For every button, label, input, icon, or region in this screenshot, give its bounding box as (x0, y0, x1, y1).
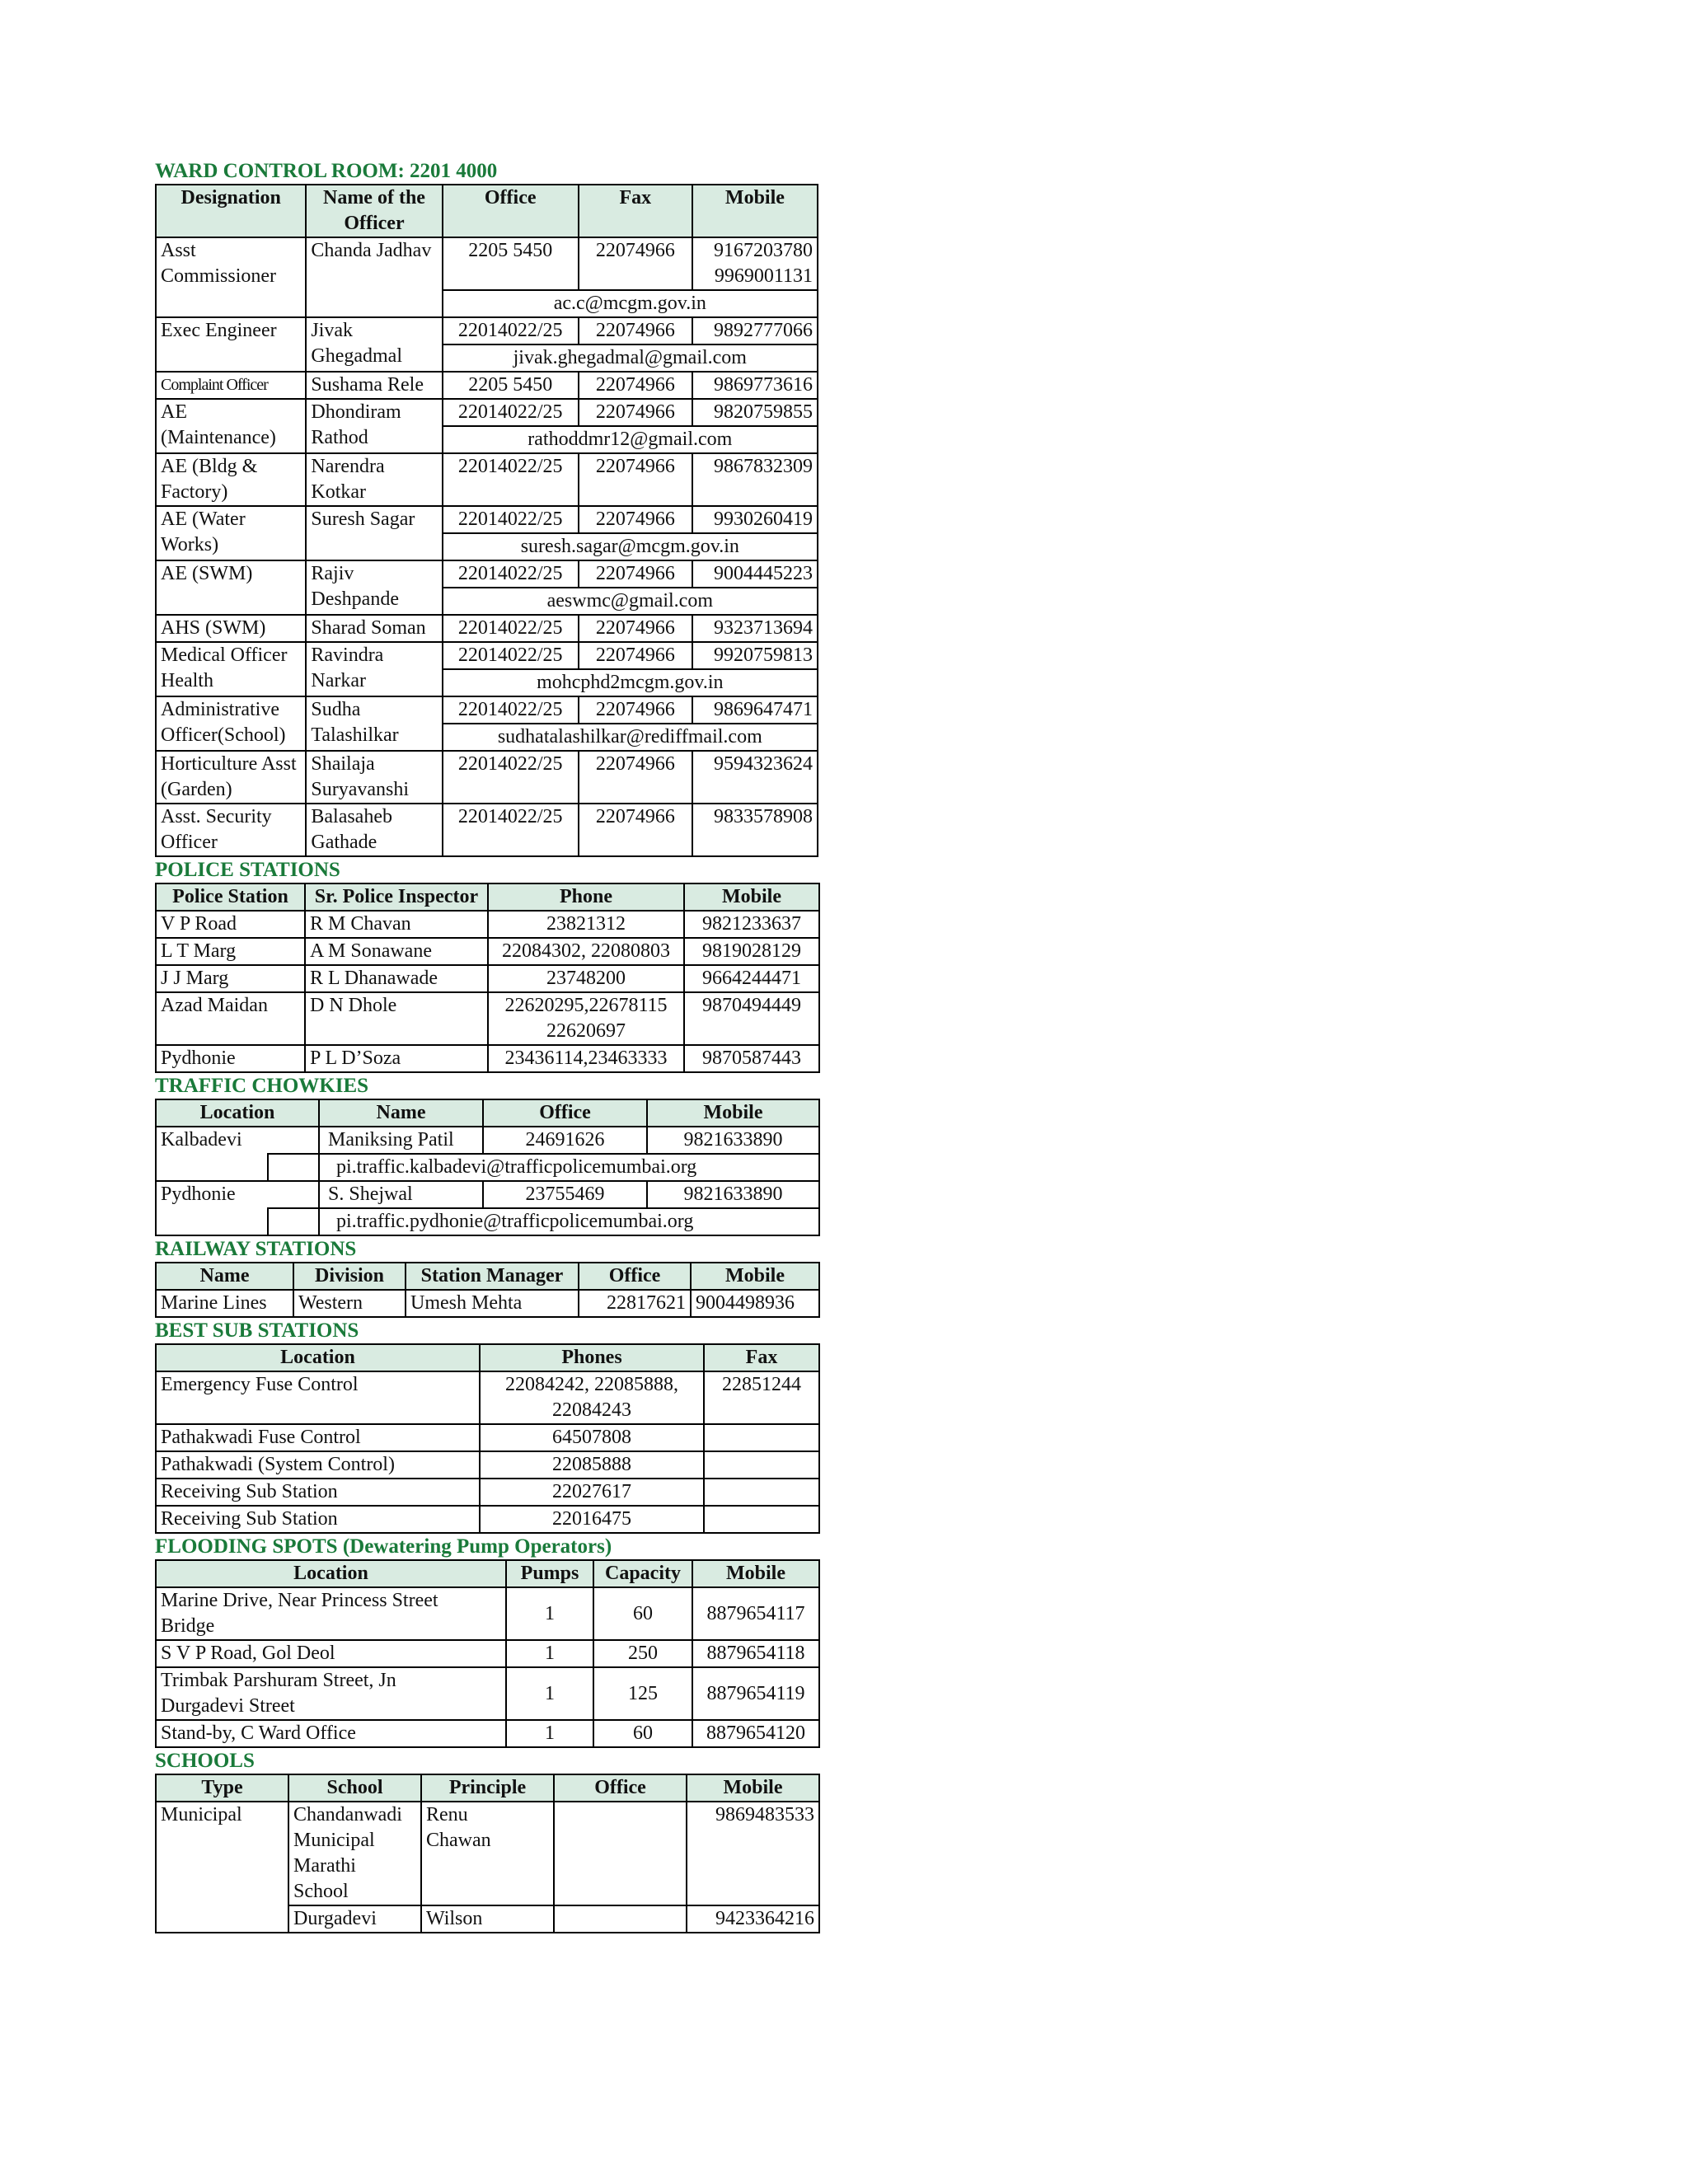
table-cell: Receiving Sub Station (156, 1479, 480, 1506)
table-cell (704, 1506, 819, 1533)
table-cell: 22014022/25 (443, 642, 579, 669)
table-cell: 23755469 (483, 1181, 647, 1208)
table-cell: 9821633890 (647, 1127, 819, 1154)
table-cell: 22074966 (579, 399, 692, 426)
table-cell: 9867832309 (692, 453, 818, 506)
table-cell: 8879654120 (692, 1720, 819, 1747)
email-cell: suresh.sagar@mcgm.gov.in (443, 533, 818, 560)
table-row (156, 992, 819, 1045)
table-cell: Balasaheb Gathade (306, 804, 442, 856)
email-cell: rathoddmr12@gmail.com (443, 426, 818, 453)
ward-section-title: WARD CONTROL ROOM: 2201 4000 (155, 160, 498, 182)
table-cell: 22014022/25 (443, 399, 579, 426)
table-cell: Rajiv Deshpande (306, 560, 442, 615)
table-cell: 9323713694 (692, 615, 818, 642)
table-cell: AE (SWM) (156, 560, 306, 615)
table-cell: Pydhonie (156, 1045, 305, 1072)
best-section-title: BEST SUB STATIONS (155, 1319, 359, 1342)
flooding-section-title: FLOODING SPOTS (Dewatering Pump Operators) (155, 1535, 612, 1558)
col-header: Fax (579, 185, 692, 237)
col-header: Sr. Police Inspector (305, 883, 488, 911)
traffic-email-row (156, 1154, 819, 1181)
table-row (156, 1371, 819, 1424)
col-header: Office (579, 1263, 691, 1290)
table-cell: Kalbadevi (156, 1127, 319, 1154)
table-cell: Sudha Talashilkar (306, 696, 442, 751)
table-cell: 22014022/25 (443, 317, 579, 344)
table-cell: Receiving Sub Station (156, 1506, 480, 1533)
table-cell: 9869483533 (687, 1802, 819, 1905)
col-header: School (288, 1774, 421, 1802)
table-cell: 22074966 (579, 751, 692, 804)
table-cell: S. Shejwal (319, 1181, 483, 1208)
table-row (156, 1045, 819, 1072)
table-cell: 1 (506, 1720, 593, 1747)
table-cell: 1 (506, 1640, 593, 1667)
traffic-header-row (156, 1099, 819, 1127)
col-header: Pumps (506, 1560, 593, 1587)
table-cell: 9820759855 (692, 399, 818, 426)
schools-section-title: SCHOOLS (155, 1750, 255, 1772)
table-row (156, 965, 819, 992)
ward-row (156, 560, 818, 588)
col-header: Station Manager (406, 1263, 579, 1290)
table-cell: 8879654118 (692, 1640, 819, 1667)
col-header: Principle (421, 1774, 554, 1802)
table-cell: 9870587443 (684, 1045, 819, 1072)
table-cell: 22027617 (480, 1479, 704, 1506)
railway-table (155, 1262, 820, 1318)
table-cell: 22014022/25 (443, 453, 579, 506)
table-cell: Wilson (421, 1905, 554, 1933)
table-cell: Durgadevi (288, 1905, 421, 1933)
table-cell: 22014022/25 (443, 751, 579, 804)
table-cell: 9594323624 (692, 751, 818, 804)
col-header: Name of the Officer (306, 185, 442, 237)
table-cell: R L Dhanawade (305, 965, 488, 992)
table-cell: Administrative Officer(School) (156, 696, 306, 751)
col-header: Division (293, 1263, 406, 1290)
table-cell: 8879654117 (692, 1587, 819, 1640)
col-header: Mobile (691, 1263, 819, 1290)
table-cell: R M Chavan (305, 911, 488, 938)
table-cell: 22817621 (579, 1290, 691, 1317)
table-cell: AHS (SWM) (156, 615, 306, 642)
table-cell (704, 1451, 819, 1479)
table-cell: A M Sonawane (305, 938, 488, 965)
ward-row (156, 615, 818, 642)
table-cell: Horticulture Asst (Garden) (156, 751, 306, 804)
best-header-row (156, 1344, 819, 1371)
col-header: Office (483, 1099, 647, 1127)
table-cell: Ravindra Narkar (306, 642, 442, 696)
table-cell: 9892777066 (692, 317, 818, 344)
table-cell: 9869647471 (692, 696, 818, 724)
table-cell: 22084242, 22085888, 22084243 (480, 1371, 704, 1424)
col-header: Mobile (692, 1560, 819, 1587)
col-header: Location (156, 1099, 319, 1127)
table-cell: 22074966 (579, 804, 692, 856)
table-cell: 22074966 (579, 696, 692, 724)
table-cell: 9821233637 (684, 911, 819, 938)
email-cell: pi.traffic.kalbadevi@trafficpolicemumbai.org (319, 1154, 819, 1181)
table-cell: J J Marg (156, 965, 305, 992)
email-cell: jivak.ghegadmal@gmail.com (443, 344, 818, 372)
flooding-header-row (156, 1560, 819, 1587)
table-cell: V P Road (156, 911, 305, 938)
col-header: Designation (156, 185, 306, 237)
best-table (155, 1343, 820, 1534)
col-header: Type (156, 1774, 288, 1802)
table-cell: 22074966 (579, 237, 692, 290)
table-cell: 1 (506, 1667, 593, 1720)
table-cell: 22085888 (480, 1451, 704, 1479)
table-cell: Stand-by, C Ward Office (156, 1720, 506, 1747)
table-cell: 22014022/25 (443, 506, 579, 533)
table-cell: 9423364216 (687, 1905, 819, 1933)
table-cell: L T Marg (156, 938, 305, 965)
table-cell: 22014022/25 (443, 615, 579, 642)
table-cell: 24691626 (483, 1127, 647, 1154)
table-cell: AE (Bldg & Factory) (156, 453, 306, 506)
table-cell: 9167203780 9969001131 (692, 237, 818, 290)
table-cell: Trimbak Parshuram Street, Jn Durgadevi Street (156, 1667, 506, 1720)
col-header: Location (156, 1344, 480, 1371)
table-cell: Pathakwadi (System Control) (156, 1451, 480, 1479)
table-cell: Medical Officer Health (156, 642, 306, 696)
table-row (156, 1640, 819, 1667)
table-cell: D N Dhole (305, 992, 488, 1045)
table-row (156, 1424, 819, 1451)
table-row (156, 938, 819, 965)
table-row (156, 1720, 819, 1747)
table-cell: 9870494449 (684, 992, 819, 1045)
table-cell: 22084302, 22080803 (488, 938, 684, 965)
table-cell: AE (Water Works) (156, 506, 306, 560)
table-cell: 9920759813 (692, 642, 818, 669)
police-section-title: POLICE STATIONS (155, 859, 340, 881)
table-cell (268, 1154, 319, 1181)
table-row (156, 1667, 819, 1720)
contact-directory (155, 158, 818, 1933)
table-cell: Complaint Officer (156, 372, 306, 399)
table-row (156, 1587, 819, 1640)
table-row (156, 1181, 819, 1208)
traffic-table (155, 1099, 820, 1236)
traffic-email-row (156, 1208, 819, 1235)
col-header: Phones (480, 1344, 704, 1371)
table-cell: Umesh Mehta (406, 1290, 579, 1317)
ward-row (156, 317, 818, 344)
table-row (156, 1479, 819, 1506)
table-cell: Marine Drive, Near Princess Street Bridge (156, 1587, 506, 1640)
table-cell: Shailaja Suryavanshi (306, 751, 442, 804)
col-header: Phone (488, 883, 684, 911)
table-cell: AE (Maintenance) (156, 399, 306, 453)
ward-row (156, 696, 818, 724)
table-cell: Renu Chawan (421, 1802, 554, 1905)
table-cell: 22016475 (480, 1506, 704, 1533)
table-cell: 23748200 (488, 965, 684, 992)
table-cell: Dhondiram Rathod (306, 399, 442, 453)
email-cell: mohcphd2mcgm.gov.in (443, 669, 818, 696)
table-cell: 22014022/25 (443, 804, 579, 856)
table-cell (156, 1154, 268, 1181)
table-cell (704, 1424, 819, 1451)
col-header: Office (443, 185, 579, 237)
table-cell: 22074966 (579, 372, 692, 399)
table-cell: Marine Lines (156, 1290, 293, 1317)
table-cell: Municipal (156, 1802, 288, 1933)
table-cell: 9930260419 (692, 506, 818, 533)
table-cell: 9819028129 (684, 938, 819, 965)
table-row (156, 1451, 819, 1479)
table-cell: 22074966 (579, 642, 692, 669)
table-cell: Pydhonie (156, 1181, 319, 1208)
ward-row (156, 372, 818, 399)
table-cell: Azad Maidan (156, 992, 305, 1045)
table-cell: Emergency Fuse Control (156, 1371, 480, 1424)
col-header: Name (156, 1263, 293, 1290)
police-table (155, 883, 820, 1073)
table-cell: 250 (593, 1640, 692, 1667)
schools-table (155, 1774, 820, 1933)
ward-row (156, 237, 818, 290)
col-header: Fax (704, 1344, 819, 1371)
table-row (156, 1290, 819, 1317)
table-cell (554, 1802, 687, 1905)
table-cell: 22014022/25 (443, 696, 579, 724)
table-cell: Chandanwadi Municipal Marathi School (288, 1802, 421, 1905)
col-header: Office (554, 1774, 687, 1802)
table-cell (268, 1208, 319, 1235)
table-cell: 22074966 (579, 453, 692, 506)
table-cell: 22074966 (579, 506, 692, 533)
email-cell: aeswmc@gmail.com (443, 588, 818, 615)
table-cell: 23821312 (488, 911, 684, 938)
flooding-table (155, 1559, 820, 1748)
table-cell: 23436114,23463333 (488, 1045, 684, 1072)
table-cell: 9004445223 (692, 560, 818, 588)
railway-section-title: RAILWAY STATIONS (155, 1238, 357, 1260)
col-header: Police Station (156, 883, 305, 911)
railway-header-row (156, 1263, 819, 1290)
table-cell: Sushama Rele (306, 372, 442, 399)
table-row (156, 1506, 819, 1533)
col-header: Location (156, 1560, 506, 1587)
ward-row (156, 399, 818, 426)
ward-row (156, 751, 818, 804)
table-cell: Asst Commissioner (156, 237, 306, 317)
col-header: Capacity (593, 1560, 692, 1587)
table-cell: Exec Engineer (156, 317, 306, 372)
table-cell: 9664244471 (684, 965, 819, 992)
col-header: Mobile (647, 1099, 819, 1127)
col-header: Mobile (687, 1774, 819, 1802)
table-cell: 1 (506, 1587, 593, 1640)
table-row (156, 1127, 819, 1154)
col-header: Name (319, 1099, 483, 1127)
table-cell: S V P Road, Gol Deol (156, 1640, 506, 1667)
table-cell: 2205 5450 (443, 237, 579, 290)
schools-header-row (156, 1774, 819, 1802)
table-cell (554, 1905, 687, 1933)
table-cell: 2205 5450 (443, 372, 579, 399)
ward-row (156, 453, 818, 506)
email-cell: sudhatalashilkar@rediffmail.com (443, 724, 818, 751)
table-cell: 60 (593, 1587, 692, 1640)
table-cell: 22014022/25 (443, 560, 579, 588)
table-cell: Western (293, 1290, 406, 1317)
ward-header-row (156, 185, 818, 237)
ward-row (156, 642, 818, 669)
table-cell: Sharad Soman (306, 615, 442, 642)
table-cell: P L D’Soza (305, 1045, 488, 1072)
col-header: Mobile (684, 883, 819, 911)
email-cell: ac.c@mcgm.gov.in (443, 290, 818, 317)
table-cell: 9833578908 (692, 804, 818, 856)
table-cell: 22074966 (579, 317, 692, 344)
ward-row (156, 804, 818, 856)
table-cell: Chanda Jadhav (306, 237, 442, 317)
table-cell: Narendra Kotkar (306, 453, 442, 506)
table-row (156, 911, 819, 938)
table-cell: Pathakwadi Fuse Control (156, 1424, 480, 1451)
police-header-row (156, 883, 819, 911)
table-cell: 9821633890 (647, 1181, 819, 1208)
table-row (156, 1802, 819, 1905)
table-cell: 22074966 (579, 560, 692, 588)
traffic-section-title: TRAFFIC CHOWKIES (155, 1075, 369, 1097)
ward-table (155, 184, 818, 857)
table-cell: 22074966 (579, 615, 692, 642)
ward-row (156, 506, 818, 533)
email-cell: pi.traffic.pydhonie@trafficpolicemumbai.org (319, 1208, 819, 1235)
table-cell (156, 1208, 268, 1235)
table-cell (704, 1479, 819, 1506)
table-cell: 125 (593, 1667, 692, 1720)
table-cell: 9004498936 (691, 1290, 819, 1317)
table-cell: 9869773616 (692, 372, 818, 399)
table-cell: 8879654119 (692, 1667, 819, 1720)
table-cell: Jivak Ghegadmal (306, 317, 442, 372)
table-cell: 22620295,22678115 22620697 (488, 992, 684, 1045)
table-cell: 22851244 (704, 1371, 819, 1424)
table-cell: Maniksing Patil (319, 1127, 483, 1154)
table-cell: 64507808 (480, 1424, 704, 1451)
table-cell: 60 (593, 1720, 692, 1747)
table-cell: Suresh Sagar (306, 506, 442, 560)
col-header: Mobile (692, 185, 818, 237)
table-cell: Asst. Security Officer (156, 804, 306, 856)
